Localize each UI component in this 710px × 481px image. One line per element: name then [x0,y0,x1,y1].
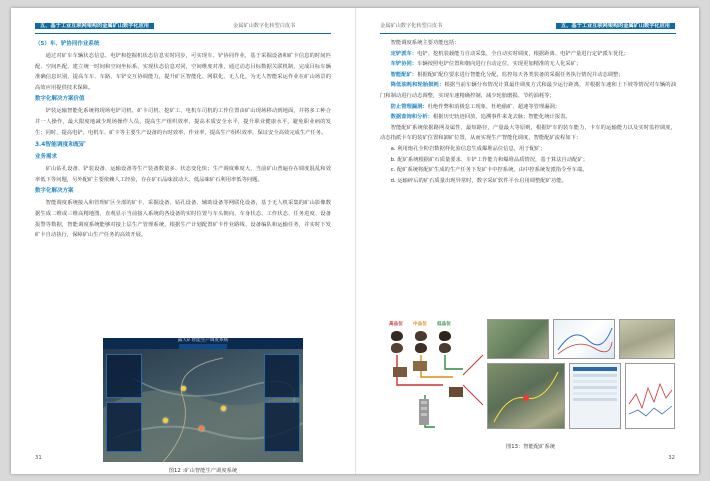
function-item [380,70,676,81]
function-keyword: 车铲协同： [390,61,418,68]
ore-blending-paragraph: 智能配矿系统依据路网及属性，最短路径，产量最大等原则，根据铲车的装车能力，卡车的运输能力以及实时监控调度，动态指派卡车的装矿位置和卸矿位置，从而实现生产智能化调度，智能配矿流程如下： [380,124,676,142]
function-text: 车辆按照电铲位置和朝向进行自动定位，实现更加精准的无人化采矿； [417,61,582,68]
section-title-shovel-truck: （5）车、铲协同作业系统 [35,41,100,47]
grade-mid-label: 中品位 [413,322,427,327]
function-item [380,59,676,70]
function-keyword: 数据查询和分析： [390,114,433,121]
right-header-tag: 五、基于工业互联网架构的金属矿山数字化应用 [556,23,675,29]
intro-line: 智能调度系统主要功能包括： [390,40,460,46]
solution-subheading: 数字化解决方案 [35,188,74,195]
paragraph: 矿山钻孔设备、铲装设备、运输设备等生产装备数量多、状态变化快；生产调度难度大，当前矿山普遍存在调度混乱和效率低下等问题，另外配矿主要依赖人工经验，存在矿石品味波动大、低品味矿石利用率低等问题。 [35,166,331,183]
pit-map-thumbnail [619,319,675,359]
right-header [556,21,675,32]
grade-high-label: 高品位 [389,322,403,327]
requirement-subheading: 业务需求 [35,154,58,161]
process-step: a. 利用炮孔全粉岩数据样化验信息生成爆堆品位信息，用于配矿； [390,145,546,152]
truck-marker-icon[interactable] [181,386,186,391]
left-stats-panel [106,354,142,398]
right-content [380,38,676,186]
right-header-rule [380,33,676,34]
shovel-marker-icon[interactable] [199,426,204,431]
dispatch-system-screenshot [103,338,303,462]
function-keyword: 防止管理漏洞： [390,103,428,110]
left-header [35,21,154,32]
book-spread [11,8,699,474]
function-item [380,80,676,101]
left-page-number: 31 [35,455,42,461]
truck-marker-icon[interactable] [163,418,168,423]
dispatch-system-title: 露天矿智能生产调度系统 [177,338,229,343]
process-step: d. 运输碎后的矿石质量出现异常时，数字采矿软件平台启用调整配矿功能。 [390,177,567,184]
left-header-tag: 五、基于工业互联网架构的金属矿山数字化应用 [35,23,154,29]
left-header-title: 金属矿山数字化转型白皮书 [233,23,296,29]
satellite-image [487,363,565,429]
right-chart-panel [264,402,300,452]
process-step: c. 配矿系统将配矿生成的生产任务下发矿卡中控系统，由中控系统发派指令至车端。 [390,167,588,174]
value-subheading: 数字化解决方案价值 [35,96,85,103]
grade-trend-lines [626,364,674,428]
dispatch-title-bar [103,338,303,349]
grade-low-label: 低品位 [437,322,451,327]
route-curve [554,320,614,358]
function-item [380,112,676,123]
ore-blending-figure [383,315,678,433]
paragraph: 智能调度系统接入和管理矿区全部的矿卡、采掘设备、钻孔设备、辅助设备等网联化设备，基于无人机采集的矿山影像数据生成二维或三维高精地图，直观显示当前接入系统的各设备的实时位置与车头朝向、车身状态、工作状态、任务进度、设备报警等数据，智能调度系统能够对接上层生产管理系统，根据生产计划配置矿卡作业路线、设备编队和运输任务，并实时下发矿卡自动执行，保障矿山生产任务的高效开展。 [35,200,331,239]
figure-12-caption: 图12 :矿山智能生产调度系统 [168,468,238,474]
right-page [355,8,699,474]
right-header-title: 金属矿山数字化转型白皮书 [380,23,443,29]
function-text: 电铲、挖机装载能力自动采集，全自动实时调度，根据距离、电铲产量进行定铲派车优化； [417,50,629,57]
paragraph: 通过对矿车车辆状态信息、电铲和挖掘机状态信息实时同步，可实现车、铲协同作业，基于采掘设备和矿卡信息的时间匹配、空间匹配，建立统一时间和空间坐标系，实现状态信息对同，空间维度对准，通过动态目标数据关联机制，完成目标车辆准确信息识别，提高车车、车路、车铲交互协调能力，提升矿区智能化、网联化、无人化，为无人智能采运作业在矿山场景的高效应用提供技术保障。 [35,53,331,91]
function-keyword: 定铲派车： [390,50,418,57]
route-chart-thumbnail [553,319,615,359]
section-title-dispatch: 3.4智能调度和配矿 [35,142,86,149]
function-text: 根据历史轨迹回放，追溯事件来龙去脉；智能化统计报表。 [432,114,571,121]
left-page [11,8,355,474]
data-table-thumbnail [569,363,621,429]
function-text: 根据当前车辆分布情况计算最佳调度方式和最少运行距离，并根据车速和上下坡等情况对车辆的油门和制动进行动态调整，实现车速精确控制，减少轮胎磨损、节约油耗等； [380,82,676,99]
function-keyword: 降低油耗和轮胎损耗： [390,82,445,89]
left-chart-panel [106,402,142,452]
process-step: b. 配矿系统根据矿石质量要求、车铲工作能力和爆堆品质情况，基于算法自动配矿； [390,156,589,163]
dispatch-subtitle-bar [179,344,227,349]
function-item [380,102,676,113]
truck-marker-icon[interactable] [221,406,226,411]
left-content [35,38,331,241]
paragraph: 铲装运输智能化系统将现场电铲司机、矿卡司机、挖矿工、电机车司机的工作位置由矿山现场移动到地面，并将多工种合并一人操作，最大限度地减少现场操作人员，提高生产组织效率，提高本质安全水平，提升职业健康水平，避免职业病的发生；同时，提高电铲、电机车、矿卡等主要生产设备的台时效率、作业率，提高生产组织效率，保证安全高效完成生产任务。 [35,108,331,136]
left-header-rule [35,33,331,34]
grade-trend-chart [625,363,675,429]
function-text: 杜绝作弊和消极怠工现象，杜绝偷矿、超速等管理漏洞； [427,103,561,110]
right-stats-panel [264,354,300,398]
blending-flow-diagram [383,315,493,433]
right-page-number: 32 [668,455,675,461]
haul-route-overlay [488,364,564,428]
figure-13-caption: 图13：智能配矿系统 [505,444,556,450]
function-text: 根据配矿配位要求进行智能化分配，监控每天各类装备的采掘任务执行情况并动态调整； [417,71,624,78]
function-keyword: 智能配矿： [390,71,418,78]
function-item [380,49,676,60]
mine-map-thumbnail [487,319,549,359]
